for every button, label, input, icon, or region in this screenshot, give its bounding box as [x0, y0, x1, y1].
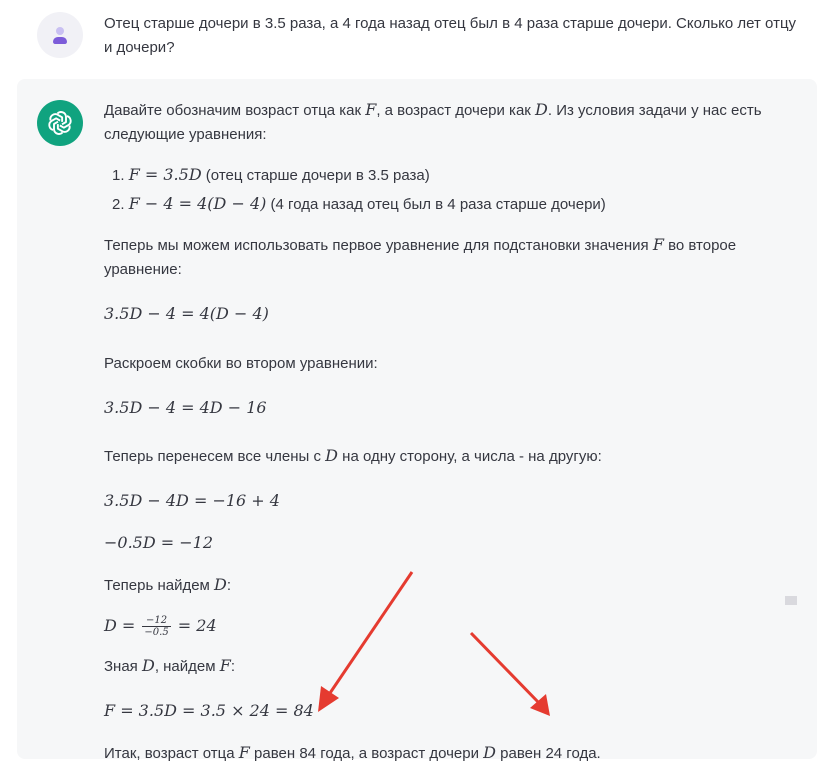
- find-d-paragraph: Теперь найдем D:: [104, 575, 232, 594]
- var-d: D: [535, 100, 548, 119]
- scroll-handle[interactable]: [785, 596, 797, 605]
- fraction: $\frac{-12}{-0.5}$: [144, 615, 169, 638]
- intro-paragraph: Давайте обозначим возраст отца как F, а возраст дочери как D. Из условия задачи у нас есть следующие уравнения:: [104, 100, 762, 143]
- assistant-answer: [104, 98, 794, 766]
- math-step-3: 3.5D − 4D = −16 + 4: [104, 491, 280, 510]
- math-step-5: D = $\frac{-12}{-0.5}$ = 24: [104, 615, 217, 638]
- final-answer-paragraph: Итак, возраст отца F равен 84 года, а возраст дочери D равен 24 года.: [104, 743, 601, 762]
- var-f: F: [365, 100, 377, 119]
- equation-1: F = 3.5D: [128, 165, 202, 184]
- chatgpt-logo-icon: [37, 100, 83, 146]
- substitution-paragraph: Теперь мы можем использовать первое уравнение для подстановки значения F во второе уравнение:: [104, 235, 737, 278]
- math-step-4: −0.5D = −12: [104, 533, 214, 552]
- math-step-1: 3.5D − 4 = 4(D − 4): [104, 304, 269, 323]
- equations-list: [104, 161, 794, 219]
- equation-2: F − 4 = 4(D − 4): [128, 194, 267, 213]
- list-item: 2. F − 4 = 4(D − 4) (4 года назад отец был в 4 раза старше дочери): [112, 194, 606, 213]
- math-step-6: F = 3.5D = 3.5 × 24 = 84: [104, 701, 314, 720]
- user-avatar-icon: [37, 12, 83, 58]
- user-question-text: Отец старше дочери в 3.5 раза, а 4 года назад отец был в 4 раза старше дочери. Сколько лет отцу и дочери?: [104, 15, 797, 56]
- expand-paragraph: Раскроем скобки во втором уравнении:: [104, 355, 378, 372]
- math-step-2: 3.5D − 4 = 4D − 16: [104, 398, 267, 417]
- user-message: [0, 0, 835, 78]
- know-d-paragraph: Зная D, найдем F:: [104, 656, 236, 675]
- list-item: 1. F = 3.5D (отец старше дочери в 3.5 раза): [112, 165, 430, 184]
- move-terms-paragraph: Теперь перенесем все члены с D на одну сторону, а числа - на другую:: [104, 446, 602, 465]
